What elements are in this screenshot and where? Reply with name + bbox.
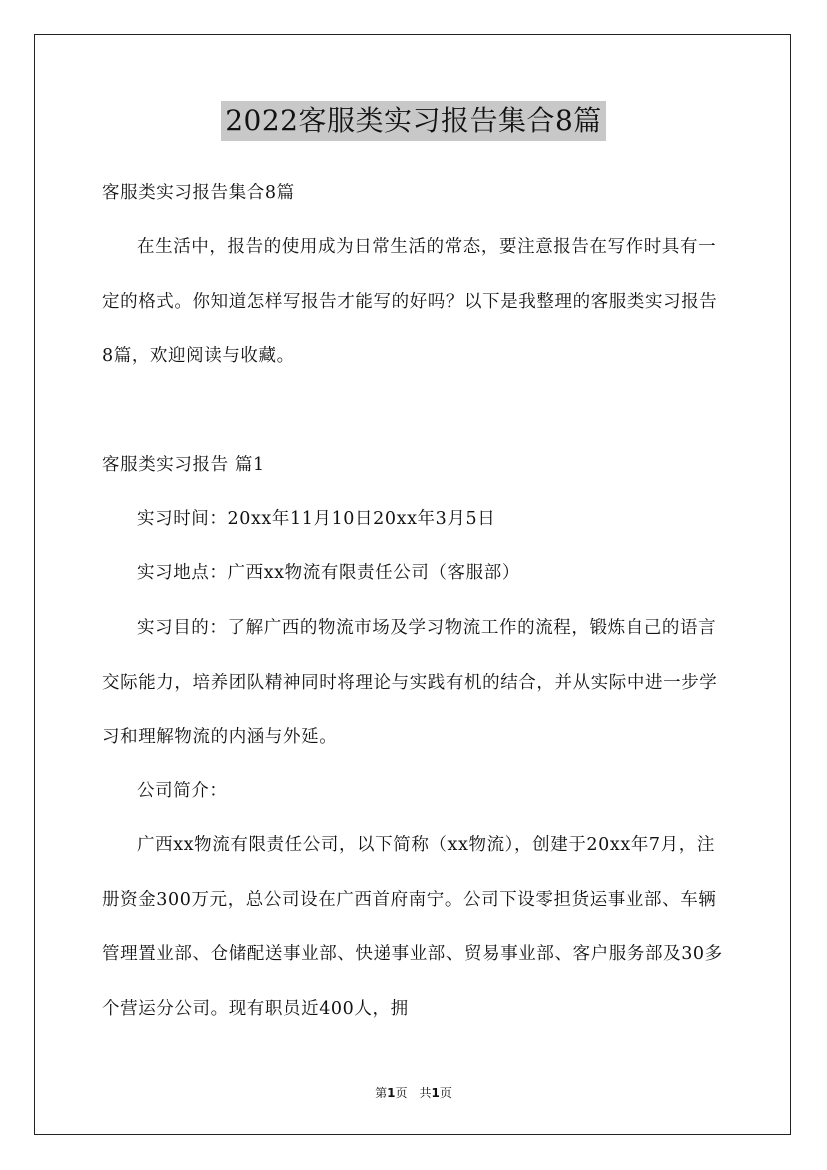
internship-place: 实习地点：广西xx物流有限责任公司（客服部）	[137, 563, 520, 583]
footer-page-suffix: 页	[439, 1086, 452, 1100]
internship-purpose: 实习目的：了解广西的物流市场及学习物流工作的流程，锻炼自己的语言交际能力，培养团队精神同时将理论与实践有机的结合，并从实际中进一步学习和理解物流的内涵与外延。	[102, 618, 718, 747]
document-subtitle: 客服类实习报告集合8篇	[102, 183, 295, 203]
document-title: 2022客服类实习报告集合8篇	[221, 101, 606, 141]
footer-page-total: 1	[431, 1086, 440, 1100]
footer-page-number: 1	[387, 1086, 396, 1100]
page-footer	[0, 1085, 827, 1101]
footer-page-prefix: 第	[375, 1086, 388, 1100]
title-container	[0, 101, 827, 141]
footer-page-mid: 页 共	[395, 1086, 432, 1100]
company-intro-paragraph: 广西xx物流有限责任公司，以下简称（xx物流），创建于20xx年7月，注册资金300万元，总公司设在广西首府南宁。公司下设零担货运事业部、车辆管理置业部、仓储配送事业部、快递事业部、贸易事业部、客户服务部及30多个营运分公司。现有职员近400人，拥	[102, 835, 723, 1019]
internship-time: 实习时间：20xx年11月10日20xx年3月5日	[137, 509, 496, 529]
section-heading: 客服类实习报告 篇1	[102, 455, 265, 475]
company-intro-heading: 公司简介：	[137, 781, 228, 801]
intro-paragraph: 在生活中，报告的使用成为日常生活的常态，要注意报告在写作时具有一定的格式。你知道怎样写报告才能写的好吗？以下是我整理的客服类实习报告8篇，欢迎阅读与收藏。	[102, 237, 718, 366]
